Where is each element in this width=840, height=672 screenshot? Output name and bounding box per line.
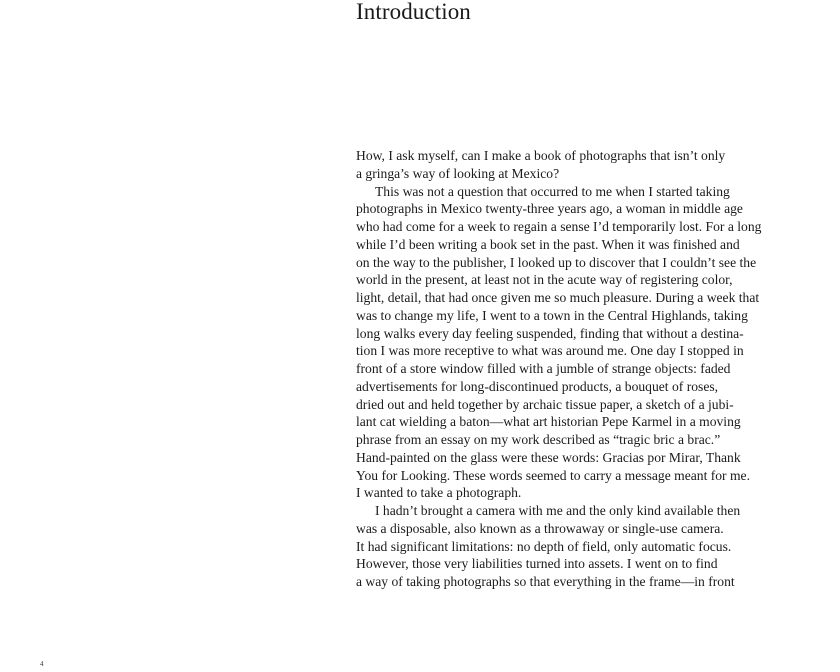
body-text [356, 147, 826, 591]
text-line: world in the present, at least not in the acute way of registering color, [356, 272, 733, 288]
text-line: I hadn’t brought a camera with me and the only kind available then [375, 503, 741, 518]
text-line: a way of taking photographs so that everything in the frame—in front [356, 574, 735, 589]
chapter-title: Introduction [356, 0, 471, 24]
text-line: It had significant limitations: no depth of field, only automatic focus. [356, 538, 732, 554]
text-line: phrase from an essay on my work described as “tragic bric a brac.” [356, 432, 721, 447]
text-line: on the way to the publisher, I looked up to discover that I couldn’t see the [356, 254, 757, 270]
text-line: Hand-painted on the glass were these words: Gracias por Mirar, Thank [356, 449, 741, 465]
text-line: dried out and held together by archaic tissue paper, a sketch of a jubi- [356, 396, 734, 412]
text-line: I wanted to take a photograph. [356, 485, 522, 501]
page-number: 4 [40, 660, 44, 668]
text-line: a gringa’s way of looking at Mexico? [356, 165, 560, 181]
text-line: How, I ask myself, can I make a book of photographs that isn’t only [356, 148, 726, 163]
text-line: who had come for a week to regain a sense I’d temporarily lost. For a long [356, 219, 762, 234]
text-line: while I’d been writing a book set in the past. When it was finished and [356, 236, 740, 252]
text-line: light, detail, that had once given me so much pleasure. During a week that [356, 290, 760, 305]
text-line: However, those very liabilities turned into assets. I went on to find [356, 556, 718, 572]
text-line: was to change my life, I went to a town in the Central Highlands, taking [356, 307, 748, 323]
text-line: You for Looking. These words seemed to carry a message meant for me. [356, 467, 750, 483]
text-line: advertisements for long-discontinued products, a bouquet of roses, [356, 378, 719, 394]
text-line: was a disposable, also known as a throwaway or single-use camera. [356, 520, 724, 536]
text-line: long walks every day feeling suspended, finding that without a destina- [356, 325, 744, 341]
text-line: photographs in Mexico twenty-three years ago, a woman in middle age [356, 201, 743, 217]
text-line: This was not a question that occurred to me when I started taking [375, 183, 730, 199]
text-line: tion I was more receptive to what was around me. One day I stopped in [356, 343, 744, 359]
text-line: front of a store window filled with a jumble of strange objects: faded [356, 361, 731, 376]
text-line: lant cat wielding a baton—what art historian Pepe Karmel in a moving [356, 414, 741, 430]
